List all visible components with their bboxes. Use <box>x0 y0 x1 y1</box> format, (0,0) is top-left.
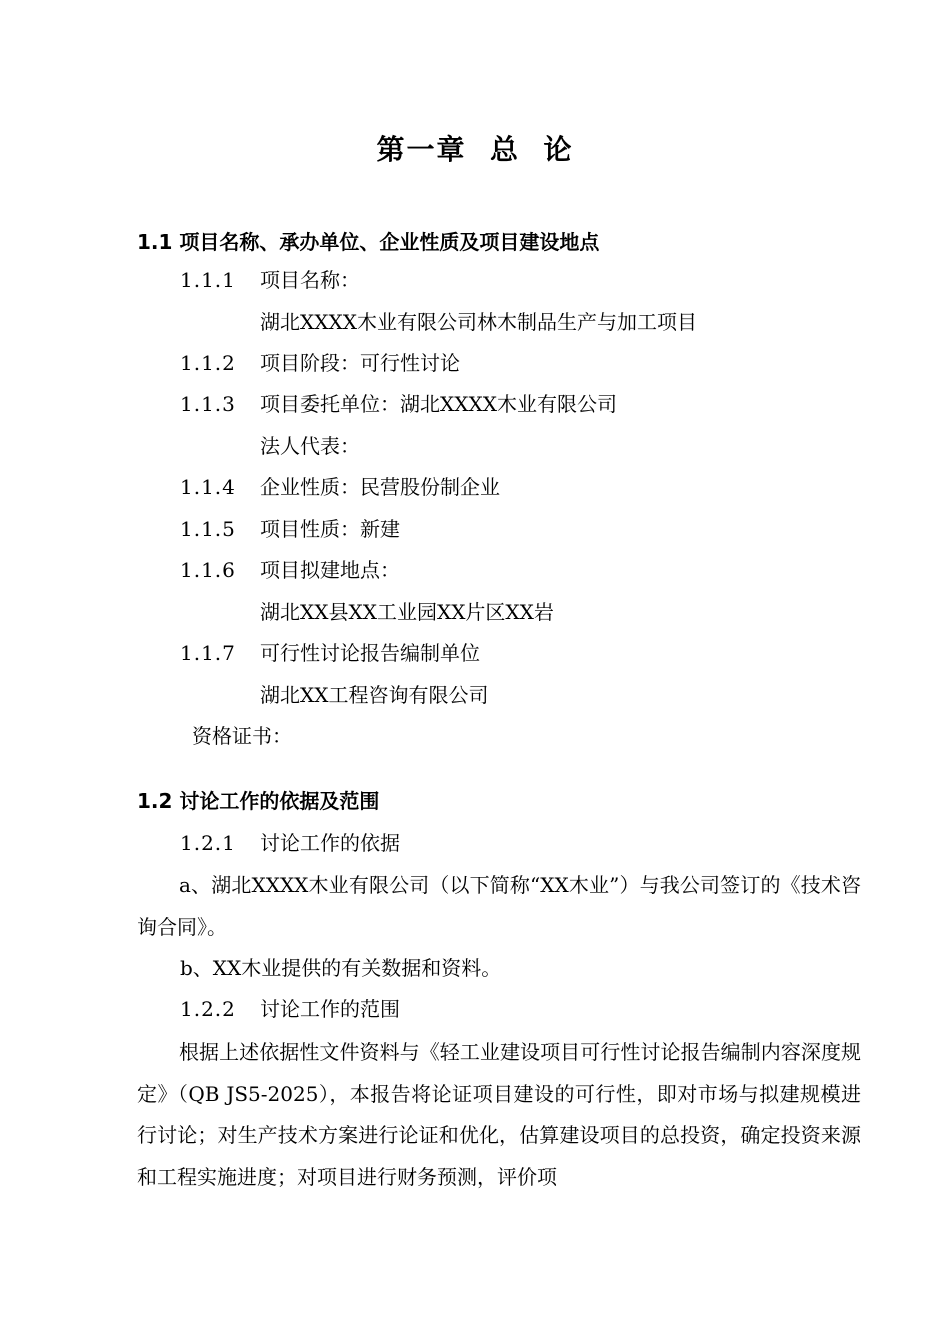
item-text: 讨论工作的依据 <box>260 831 400 855</box>
item-number: 1.1.3 <box>180 392 236 416</box>
section-heading-1-2: 1.2 讨论工作的依据及范围 <box>137 789 380 813</box>
item-number: 1.1.6 <box>180 558 236 582</box>
item-1-1-3 <box>180 390 617 418</box>
item-number: 1.1.7 <box>180 641 236 665</box>
item-text: 项目名称： <box>260 268 360 292</box>
item-1-1-6 <box>180 556 400 584</box>
project-name-value: 湖北XXXX木业有限公司林木制品生产与加工项目 <box>260 310 697 334</box>
item-text: 项目拟建地点： <box>260 558 400 582</box>
item-number: 1.2.1 <box>180 831 236 855</box>
item-text: 项目阶段：可行性讨论 <box>260 351 460 375</box>
item-1-1-5 <box>180 515 400 543</box>
project-location-value: 湖北XX县XX工业园XX片区XX岩 <box>260 600 554 624</box>
item-number: 1.2.2 <box>180 997 236 1021</box>
section-heading-1-1: 1.1 项目名称、承办单位、企业性质及项目建设地点 <box>137 230 600 254</box>
chapter-title: 第一章 总 论 <box>376 133 574 166</box>
item-1-1-7 <box>180 639 480 667</box>
qualification-certificate: 资格证书： <box>192 724 292 748</box>
item-number: 1.1.2 <box>180 351 236 375</box>
item-number: 1.1.1 <box>180 268 236 292</box>
basis-paragraph-b: b、XX木业提供的有关数据和资料。 <box>180 956 502 980</box>
item-1-1-2 <box>180 349 460 377</box>
basis-paragraph-a: a、湖北XXXX木业有限公司（以下简称“XX木业”）与我公司签订的《技术咨询合同》。 <box>137 873 861 939</box>
item-text: 项目委托单位：湖北XXXX木业有限公司 <box>260 392 617 416</box>
item-text: 项目性质：新建 <box>260 517 400 541</box>
report-compiler-value: 湖北XX工程咨询有限公司 <box>260 683 489 707</box>
legal-representative: 法人代表： <box>260 434 360 458</box>
item-text: 企业性质：民营股份制企业 <box>260 475 500 499</box>
item-number: 1.1.5 <box>180 517 236 541</box>
item-1-2-2 <box>180 995 400 1023</box>
item-1-1-4 <box>180 473 500 501</box>
item-1-2-1 <box>180 829 400 857</box>
item-text: 讨论工作的范围 <box>260 997 400 1021</box>
item-number: 1.1.4 <box>180 475 236 499</box>
scope-paragraph: 根据上述依据性文件资料与《轻工业建设项目可行性讨论报告编制内容深度规定》（QB JS5-2025），本报告将论证项目建设的可行性，即对市场与拟建规模进行讨论；对生产技术方案进行论证和优化，估算建设项目的总投资，确定投资来源和工程实施进度；对项目进行财务预测，评价项 <box>137 1040 861 1189</box>
item-text: 可行性讨论报告编制单位 <box>260 641 480 665</box>
item-1-1-1 <box>180 266 360 294</box>
